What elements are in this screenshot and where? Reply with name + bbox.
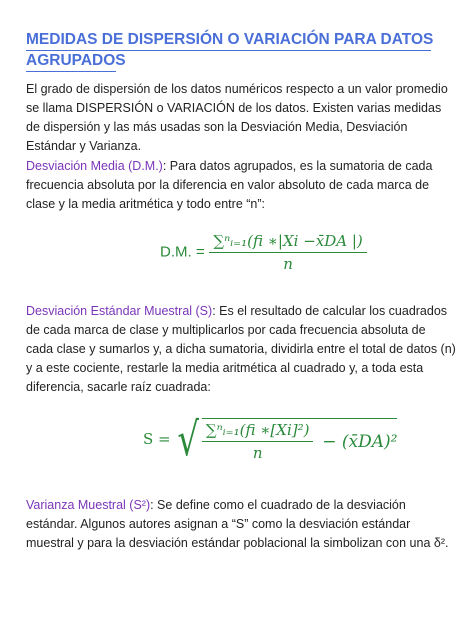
title-line-1: MEDIDAS DE DISPERSIÓN O VARIACIÓN PARA DATOS bbox=[26, 31, 434, 48]
varianza-paragraph bbox=[26, 496, 456, 553]
desviacion-media-paragraph bbox=[26, 157, 456, 214]
dm-formula-lhs: D.M. = bbox=[160, 243, 205, 261]
s-numerator: ∑ⁿᵢ₌₁(fi ∗[Xi]²) bbox=[202, 421, 314, 442]
varianza-term: Varianza Muestral (S²) bbox=[26, 498, 151, 512]
s-formula-lhs: S = bbox=[143, 430, 171, 448]
intro-paragraph: El grado de dispersión de los datos numéricos respecto a un valor promedio se llama DISPERSIÓN o VARIACIÓN de los datos. Existen varias medidas de dispersión y las más usadas son la Desviación Media, Desviación Estándar y Varianza. bbox=[26, 82, 448, 153]
desviacion-estandar-paragraph bbox=[26, 302, 456, 397]
dm-fraction bbox=[209, 232, 366, 273]
title-underline-1 bbox=[26, 50, 431, 51]
s-formula-tail: − (x̄DA)² bbox=[322, 431, 398, 452]
desviacion-estandar-term: Desviación Estándar Muestral (S) bbox=[26, 304, 213, 318]
title-underline-2 bbox=[26, 71, 116, 72]
s-fraction bbox=[202, 421, 314, 462]
desviacion-media-text: : Para datos agrupados, es la sumatoria de cada frecuencia absoluta por la diferencia en valor absoluto de cada marca de clase y la media aritmética y todo entre “n”: bbox=[26, 159, 433, 211]
sqrt-icon: √ bbox=[177, 413, 200, 467]
s-denominator: n bbox=[252, 444, 263, 462]
desviacion-estandar-formula bbox=[143, 413, 398, 467]
desviacion-media-term: Desviación Media (D.M.) bbox=[26, 159, 163, 173]
dm-denominator: n bbox=[283, 255, 293, 273]
title-line-2: AGRUPADOS bbox=[26, 52, 126, 69]
varianza-text: : Se define como el cuadrado de la desviación estándar. Algunos autores asignan a “S” como la desviación estándar muestral y para la desviación estándar poblacional la simbolizan con una δ². bbox=[26, 498, 449, 550]
page-title bbox=[26, 30, 456, 72]
desviacion-estandar-text: : Es el resultado de calcular los cuadrados de cada marca de clase y multiplicarlos por cada frecuencia absoluta de cada clase y sumarlos y, a dicha sumatoria, dividirla entre el total de datos (n) y a este cociente, restarle la media aritmética al cuadrado y, a toda esta diferencia, sacarle raíz cuadrada: bbox=[26, 304, 456, 394]
desviacion-media-formula bbox=[160, 232, 367, 273]
dm-numerator: ∑ⁿᵢ₌₁(fi ∗|Xi −x̄DA |) bbox=[209, 232, 366, 253]
sqrt-content bbox=[202, 418, 398, 462]
